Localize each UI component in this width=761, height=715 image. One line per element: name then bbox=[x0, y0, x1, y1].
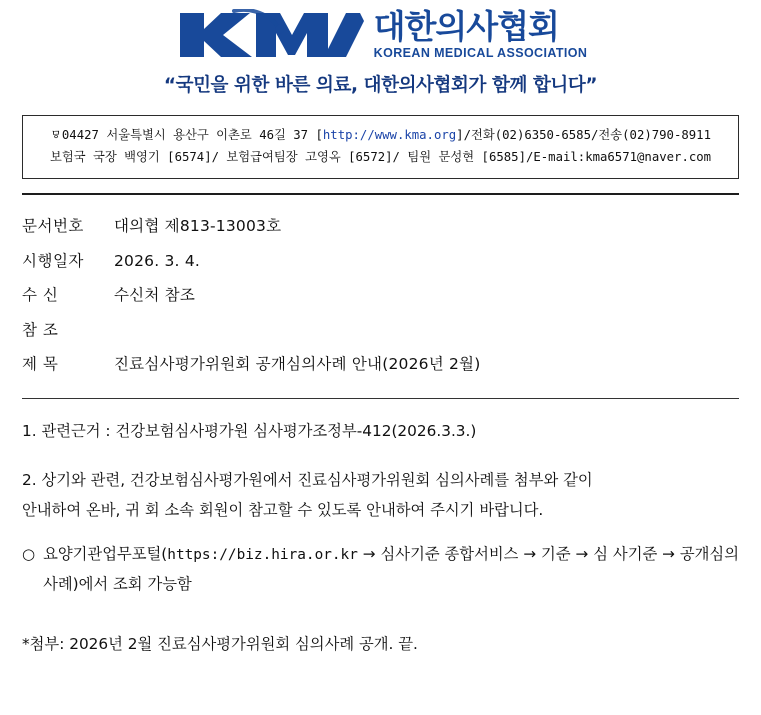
field-row-recipient bbox=[22, 278, 739, 313]
field-label-document-number: 문서번호 bbox=[22, 217, 84, 236]
field-label-recipient: 수 신 bbox=[22, 286, 59, 305]
bullet-text-prefix: 요양기관업무포털( bbox=[43, 545, 168, 564]
address-line-1-prefix: ㅱ04427 서울특별시 용산구 이촌로 46길 37 [ bbox=[50, 128, 323, 142]
slogan: “국민을 위한 바른 의료, 대한의사협회가 함께 합니다” bbox=[163, 75, 598, 96]
bullet-text-line-2: 사기준 → 공개심의사례)에서 조회 가능함 bbox=[43, 545, 739, 593]
field-value-recipient: 수신처 참조 bbox=[114, 286, 195, 305]
field-row-date bbox=[22, 244, 739, 279]
field-value-document-number: 대의협 제813-13003호 bbox=[114, 217, 282, 236]
field-row-document-number bbox=[22, 209, 739, 244]
field-row-reference bbox=[22, 313, 739, 348]
address-line-1-suffix: ]/전화(02)6350-6585/전송(02)790-8911 bbox=[456, 128, 711, 142]
header-fields bbox=[0, 209, 761, 382]
letterhead bbox=[0, 0, 761, 97]
kma-logo-icon bbox=[174, 9, 364, 61]
org-name-block bbox=[373, 7, 588, 61]
kma-website-link[interactable]: http://www.kma.org bbox=[322, 128, 457, 142]
field-value-subject: 진료심사평가위원회 공개심의사례 안내(2026년 2월) bbox=[114, 355, 481, 374]
bullet-text-suffix: → 심사기준 종합서비스 → 기준 → 심 bbox=[357, 545, 609, 564]
body-bullet-item bbox=[22, 540, 739, 600]
body-bullet-text bbox=[43, 540, 739, 600]
address-box bbox=[22, 115, 739, 179]
field-label-subject: 제 목 bbox=[22, 355, 59, 374]
field-label-reference: 참 조 bbox=[22, 320, 59, 339]
body-item-2-line-2: 안내하여 온바, 귀 회 소속 회원이 참고할 수 있도록 안내하여 주시기 바랍니다. bbox=[22, 501, 544, 520]
address-line-2: 보험국 국장 백영기 [6574]/ 보험급여팀장 고영옥 [6572]/ 팀원 문성현 [6585]/E-mail:kma6571@naver.com bbox=[49, 149, 712, 164]
body-item-2-line-1: 2. 상기와 관련, 건강보험심사평가원에서 진료심사평가위원회 심의사례를 첨부와 같이 bbox=[22, 471, 593, 490]
divider-body bbox=[22, 398, 739, 399]
hira-portal-link[interactable]: https://biz.hira.or.kr bbox=[167, 547, 358, 564]
org-name-ko: 대한의사협회 bbox=[373, 7, 559, 47]
address-line-1 bbox=[33, 125, 728, 147]
body-item-2 bbox=[22, 466, 739, 526]
field-value-date: 2026. 3. 4. bbox=[114, 251, 201, 270]
divider-top bbox=[22, 193, 739, 195]
circle-bullet-icon: ○ bbox=[22, 545, 36, 564]
body-item-1: 1. 관련근거 : 건강보험심사평가원 심사평가조정부-412(2026.3.3.) bbox=[22, 421, 477, 440]
field-row-subject bbox=[22, 347, 739, 382]
field-label-date: 시행일자 bbox=[22, 251, 84, 270]
org-name-en: KOREAN MEDICAL ASSOCIATION bbox=[373, 46, 588, 61]
document-body bbox=[0, 417, 761, 660]
logo-row bbox=[0, 8, 761, 62]
attachment-note: *첨부: 2026년 2월 진료심사평가위원회 심의사례 공개. 끝. bbox=[22, 634, 418, 653]
